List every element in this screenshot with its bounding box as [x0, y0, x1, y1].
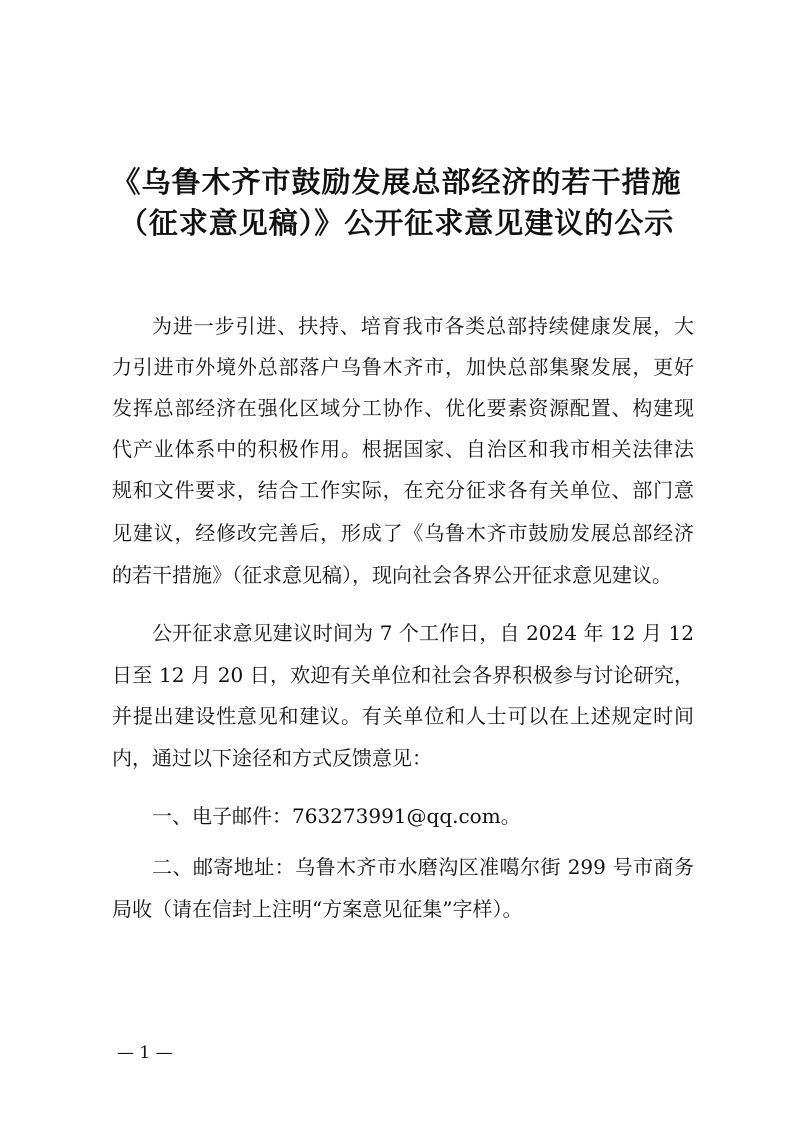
paragraph-1-line-7: 的若干措施》（征求意见稿），现向社会各界公开征求意见建议。	[112, 563, 672, 587]
paragraph-2-line-1: 公开征求意见建议时间为 7 个工作日，自 2024 年 12 月 12	[152, 621, 694, 645]
email-item: 一、电子邮件：763273991@qq.com。	[152, 804, 521, 828]
paragraph-1-line-2: 力引进市外境外总部落户乌鲁木齐市，加快总部集聚发展，更好	[112, 355, 694, 379]
address-item-line-1: 二、邮寄地址：乌鲁木齐市水磨沟区准噶尔街 299 号市商务	[152, 855, 694, 879]
paragraph-2-line-4: 内，通过以下途径和方式反馈意见：	[112, 746, 432, 770]
document-title-line-2: （征求意见稿）》公开征求意见建议的公示	[118, 206, 675, 240]
document-title-line-1: 《乌鲁木齐市鼓励发展总部经济的若干措施	[111, 165, 682, 199]
paragraph-1-line-4: 代产业体系中的积极作用。根据国家、自治区和我市相关法律法	[112, 437, 694, 461]
paragraph-1-line-5: 规和文件要求，结合工作实际，在充分征求各有关单位、部门意	[112, 478, 694, 502]
address-item-line-2: 局收（请在信封上注明“方案意见征集”字样）。	[112, 897, 523, 921]
paragraph-1-line-3: 发挥总部经济在强化区域分工协作、优化要素资源配置、构建现	[112, 396, 694, 420]
paragraph-2-line-3: 并提出建设性意见和建议。有关单位和人士可以在上述规定时间	[112, 704, 694, 728]
paragraph-1-line-6: 见建议，经修改完善后，形成了《乌鲁木齐市鼓励发展总部经济	[112, 521, 694, 545]
paragraph-2-line-2: 日至 12 月 20 日，欢迎有关单位和社会各界积极参与讨论研究，	[112, 663, 694, 687]
paragraph-1-line-1: 为进一步引进、扶持、培育我市各类总部持续健康发展，大	[152, 314, 694, 338]
page-number: — 1 —	[117, 1043, 173, 1063]
